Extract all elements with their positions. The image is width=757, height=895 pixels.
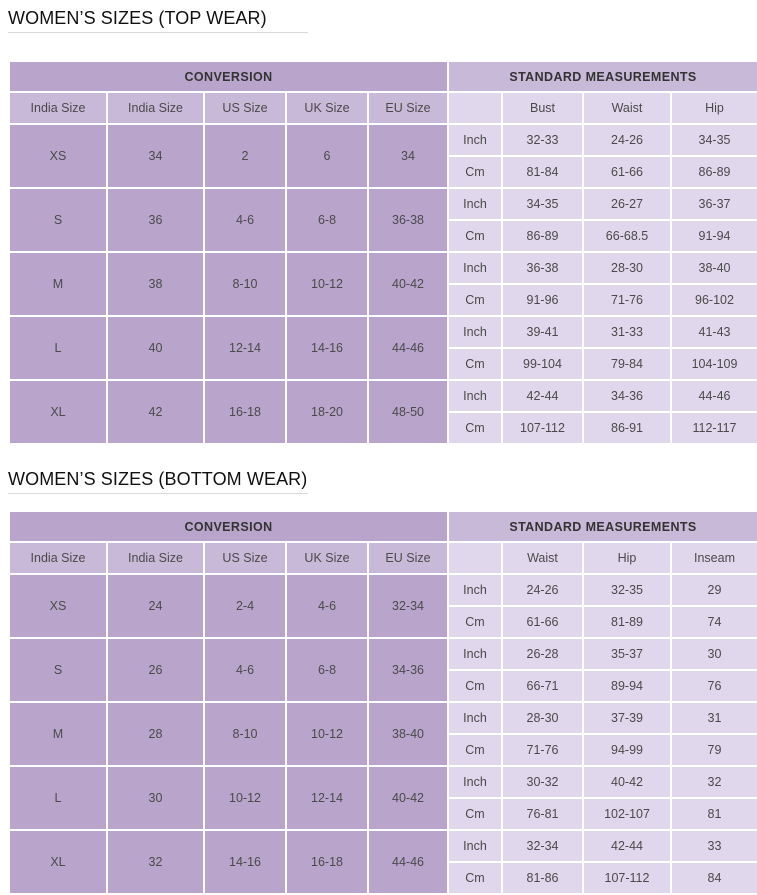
unit-label-cell: Inch xyxy=(449,381,501,411)
conversion-cell: 10-12 xyxy=(205,767,285,829)
conversion-column-header: EU Size xyxy=(369,543,447,573)
measurement-cell: 86-91 xyxy=(584,413,670,443)
conversion-column-header: UK Size xyxy=(287,93,367,123)
conversion-column-header: India Size xyxy=(10,93,106,123)
measurement-column-header: Inseam xyxy=(672,543,757,573)
measurement-cell: 86-89 xyxy=(503,221,582,251)
measurement-cell: 76 xyxy=(672,671,757,701)
measurement-cell: 38-40 xyxy=(672,253,757,283)
conversion-cell: 30 xyxy=(108,767,203,829)
unit-label-cell: Inch xyxy=(449,831,501,861)
unit-label-cell: Cm xyxy=(449,799,501,829)
conversion-cell: XL xyxy=(10,831,106,893)
measurement-cell: 89-94 xyxy=(584,671,670,701)
measurement-cell: 40-42 xyxy=(584,767,670,797)
unit-label-cell: Cm xyxy=(449,671,501,701)
measurement-cell: 107-112 xyxy=(503,413,582,443)
measurement-cell: 24-26 xyxy=(503,575,582,605)
measurement-cell: 42-44 xyxy=(503,381,582,411)
measurement-cell: 79 xyxy=(672,735,757,765)
conversion-cell: S xyxy=(10,639,106,701)
conversion-column-header: EU Size xyxy=(369,93,447,123)
conversion-cell: 26 xyxy=(108,639,203,701)
conversion-cell: 2-4 xyxy=(205,575,285,637)
conversion-column-header: UK Size xyxy=(287,543,367,573)
measurement-cell: 102-107 xyxy=(584,799,670,829)
measurement-cell: 35-37 xyxy=(584,639,670,669)
conversion-header: CONVERSION xyxy=(10,512,447,541)
measurement-cell: 26-27 xyxy=(584,189,670,219)
measurement-column-header xyxy=(449,543,501,573)
measurement-cell: 39-41 xyxy=(503,317,582,347)
measurement-cell: 24-26 xyxy=(584,125,670,155)
measurement-cell: 31 xyxy=(672,703,757,733)
conversion-column-header: India Size xyxy=(108,543,203,573)
conversion-cell: 28 xyxy=(108,703,203,765)
measurement-cell: 30 xyxy=(672,639,757,669)
measurement-cell: 104-109 xyxy=(672,349,757,379)
measurement-cell: 99-104 xyxy=(503,349,582,379)
measurement-cell: 32-34 xyxy=(503,831,582,861)
bottom-wear-title: WOMEN’S SIZES (BOTTOM WEAR) xyxy=(8,469,308,494)
measurement-cell: 81-89 xyxy=(584,607,670,637)
unit-label-cell: Cm xyxy=(449,157,501,187)
measurement-cell: 74 xyxy=(672,607,757,637)
measurement-column-header: Hip xyxy=(672,93,757,123)
unit-label-cell: Inch xyxy=(449,317,501,347)
measurement-cell: 112-117 xyxy=(672,413,757,443)
conversion-cell: 44-46 xyxy=(369,831,447,893)
conversion-cell: 36 xyxy=(108,189,203,251)
conversion-cell: 4-6 xyxy=(205,189,285,251)
measurement-cell: 32 xyxy=(672,767,757,797)
measurement-cell: 94-99 xyxy=(584,735,670,765)
conversion-cell: S xyxy=(10,189,106,251)
measurement-cell: 61-66 xyxy=(503,607,582,637)
conversion-cell: 6-8 xyxy=(287,639,367,701)
measurement-cell: 91-94 xyxy=(672,221,757,251)
measurement-cell: 91-96 xyxy=(503,285,582,315)
conversion-cell: 34 xyxy=(108,125,203,187)
measurement-cell: 42-44 xyxy=(584,831,670,861)
conversion-cell: 32 xyxy=(108,831,203,893)
measurement-cell: 36-38 xyxy=(503,253,582,283)
measurement-cell: 79-84 xyxy=(584,349,670,379)
bottom-wear-size-table xyxy=(10,512,757,895)
conversion-cell: 40 xyxy=(108,317,203,379)
conversion-cell: 38-40 xyxy=(369,703,447,765)
conversion-cell: 2 xyxy=(205,125,285,187)
measurement-cell: 28-30 xyxy=(584,253,670,283)
unit-label-cell: Cm xyxy=(449,735,501,765)
conversion-cell: 6 xyxy=(287,125,367,187)
unit-label-cell: Cm xyxy=(449,221,501,251)
measurement-cell: 86-89 xyxy=(672,157,757,187)
conversion-header: CONVERSION xyxy=(10,62,447,91)
measurement-cell: 71-76 xyxy=(503,735,582,765)
measurement-column-header xyxy=(449,93,501,123)
conversion-cell: 16-18 xyxy=(205,381,285,443)
unit-label-cell: Inch xyxy=(449,639,501,669)
conversion-cell: M xyxy=(10,253,106,315)
conversion-cell: 48-50 xyxy=(369,381,447,443)
conversion-cell: 24 xyxy=(108,575,203,637)
measurement-cell: 96-102 xyxy=(672,285,757,315)
measurement-cell: 66-68.5 xyxy=(584,221,670,251)
conversion-column-header: US Size xyxy=(205,543,285,573)
unit-label-cell: Cm xyxy=(449,285,501,315)
unit-label-cell: Inch xyxy=(449,703,501,733)
conversion-cell: 36-38 xyxy=(369,189,447,251)
measurement-cell: 71-76 xyxy=(584,285,670,315)
conversion-cell: L xyxy=(10,317,106,379)
conversion-cell: 6-8 xyxy=(287,189,367,251)
measurement-cell: 28-30 xyxy=(503,703,582,733)
measurement-cell: 26-28 xyxy=(503,639,582,669)
measurement-cell: 81 xyxy=(672,799,757,829)
measurement-column-header: Waist xyxy=(584,93,670,123)
conversion-cell: M xyxy=(10,703,106,765)
conversion-cell: XL xyxy=(10,381,106,443)
unit-label-cell: Inch xyxy=(449,767,501,797)
conversion-cell: L xyxy=(10,767,106,829)
conversion-cell: 14-16 xyxy=(205,831,285,893)
measurement-cell: 84 xyxy=(672,863,757,893)
conversion-cell: 8-10 xyxy=(205,703,285,765)
conversion-cell: 34 xyxy=(369,125,447,187)
measurement-cell: 66-71 xyxy=(503,671,582,701)
conversion-cell: 44-46 xyxy=(369,317,447,379)
measurement-cell: 32-33 xyxy=(503,125,582,155)
conversion-cell: 34-36 xyxy=(369,639,447,701)
measurement-cell: 33 xyxy=(672,831,757,861)
unit-label-cell: Inch xyxy=(449,189,501,219)
measurement-cell: 36-37 xyxy=(672,189,757,219)
top-wear-size-table xyxy=(10,62,757,445)
conversion-cell: 40-42 xyxy=(369,253,447,315)
measurement-cell: 107-112 xyxy=(584,863,670,893)
measurement-cell: 34-36 xyxy=(584,381,670,411)
measurement-column-header: Waist xyxy=(503,543,582,573)
conversion-cell: 18-20 xyxy=(287,381,367,443)
conversion-cell: 12-14 xyxy=(287,767,367,829)
unit-label-cell: Inch xyxy=(449,575,501,605)
measurement-column-header: Bust xyxy=(503,93,582,123)
conversion-column-header: India Size xyxy=(108,93,203,123)
measurement-cell: 41-43 xyxy=(672,317,757,347)
conversion-column-header: US Size xyxy=(205,93,285,123)
measurement-cell: 34-35 xyxy=(503,189,582,219)
measurement-cell: 81-86 xyxy=(503,863,582,893)
conversion-cell: 16-18 xyxy=(287,831,367,893)
measurement-cell: 29 xyxy=(672,575,757,605)
measurement-cell: 30-32 xyxy=(503,767,582,797)
measurement-cell: 32-35 xyxy=(584,575,670,605)
measurement-column-header: Hip xyxy=(584,543,670,573)
conversion-cell: 4-6 xyxy=(205,639,285,701)
measurement-cell: 81-84 xyxy=(503,157,582,187)
standard-measurements-header: STANDARD MEASUREMENTS xyxy=(449,512,757,541)
conversion-cell: 10-12 xyxy=(287,253,367,315)
measurement-cell: 37-39 xyxy=(584,703,670,733)
unit-label-cell: Cm xyxy=(449,863,501,893)
unit-label-cell: Cm xyxy=(449,413,501,443)
measurement-cell: 61-66 xyxy=(584,157,670,187)
measurement-cell: 44-46 xyxy=(672,381,757,411)
unit-label-cell: Cm xyxy=(449,607,501,637)
conversion-cell: 40-42 xyxy=(369,767,447,829)
unit-label-cell: Inch xyxy=(449,125,501,155)
conversion-cell: 8-10 xyxy=(205,253,285,315)
conversion-cell: 4-6 xyxy=(287,575,367,637)
conversion-column-header: India Size xyxy=(10,543,106,573)
conversion-cell: 38 xyxy=(108,253,203,315)
measurement-cell: 34-35 xyxy=(672,125,757,155)
conversion-cell: 10-12 xyxy=(287,703,367,765)
conversion-cell: XS xyxy=(10,125,106,187)
standard-measurements-header: STANDARD MEASUREMENTS xyxy=(449,62,757,91)
measurement-cell: 31-33 xyxy=(584,317,670,347)
unit-label-cell: Inch xyxy=(449,253,501,283)
unit-label-cell: Cm xyxy=(449,349,501,379)
conversion-cell: XS xyxy=(10,575,106,637)
conversion-cell: 14-16 xyxy=(287,317,367,379)
top-wear-title: WOMEN’S SIZES (TOP WEAR) xyxy=(8,8,308,33)
measurement-cell: 76-81 xyxy=(503,799,582,829)
conversion-cell: 32-34 xyxy=(369,575,447,637)
conversion-cell: 42 xyxy=(108,381,203,443)
conversion-cell: 12-14 xyxy=(205,317,285,379)
